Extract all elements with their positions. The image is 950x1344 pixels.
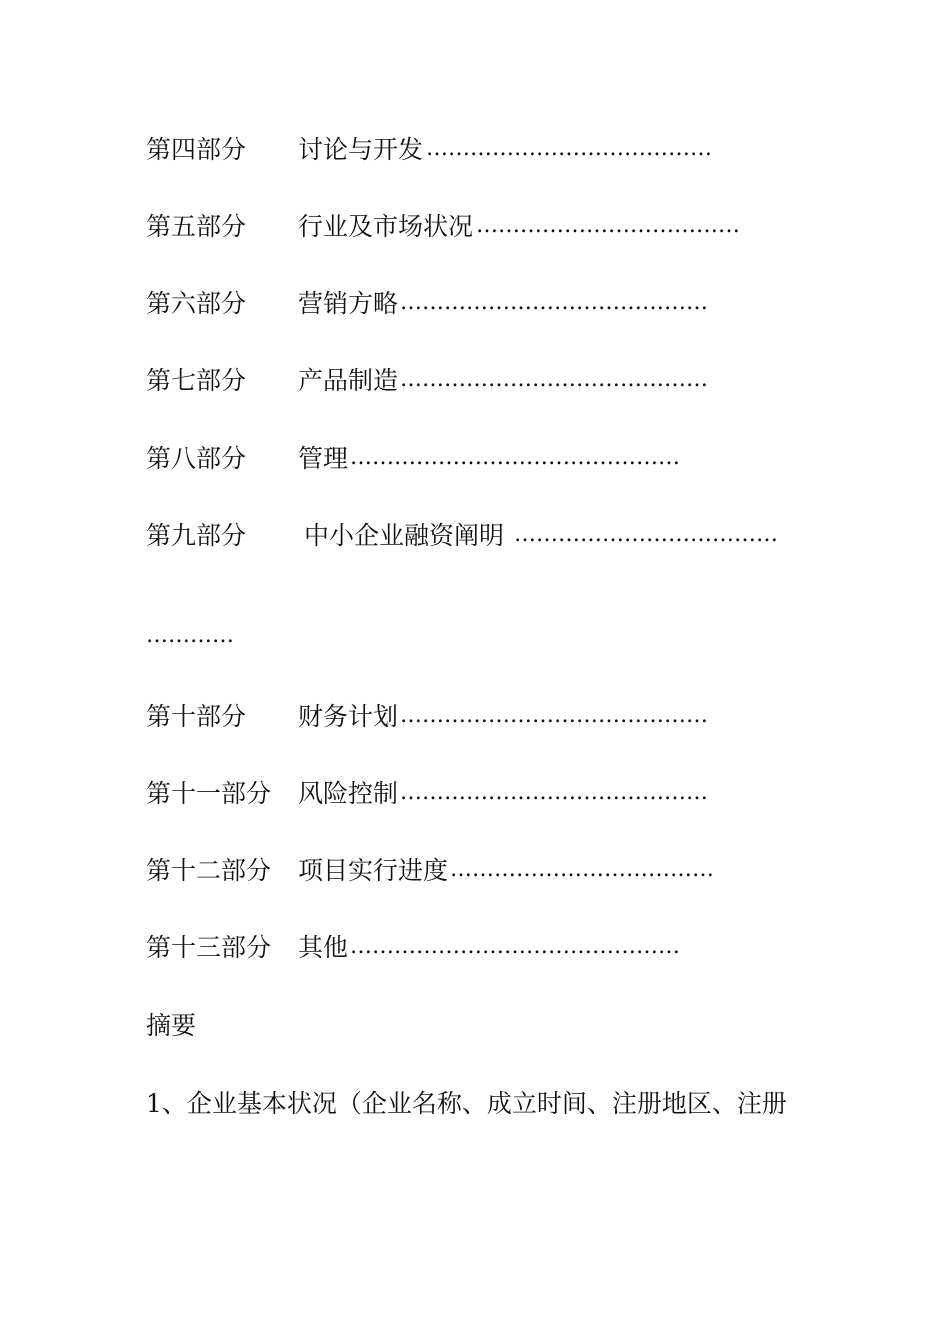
toc-row-part-12 bbox=[146, 854, 826, 888]
toc-row-part-6 bbox=[146, 287, 826, 321]
toc-part-label: 第四部分 bbox=[146, 135, 247, 164]
toc-leader-dots: …………………………………… bbox=[400, 780, 708, 805]
summary-heading: 摘要 bbox=[146, 1011, 197, 1040]
toc-part-label: 第九部分 bbox=[146, 521, 247, 550]
toc-row-part-10 bbox=[146, 700, 826, 734]
toc-row-part-8 bbox=[146, 442, 826, 476]
toc-part-label: 第七部分 bbox=[146, 366, 247, 395]
toc-title: 营销方略 bbox=[298, 289, 399, 318]
toc-part-label: 第八部分 bbox=[146, 444, 247, 473]
toc-row-part-7 bbox=[146, 364, 826, 398]
toc-title: 管理 bbox=[298, 444, 349, 473]
toc-title: 行业及市场状况 bbox=[298, 212, 474, 241]
toc-row-part-5 bbox=[146, 210, 826, 244]
toc-leader-dots: …………………………………… bbox=[400, 367, 708, 392]
toc-title: 讨论与开发 bbox=[298, 135, 424, 164]
toc-row-part-11 bbox=[146, 777, 826, 811]
toc-part-label: 第六部分 bbox=[146, 289, 247, 318]
toc-part-label: 第十三部分 bbox=[146, 933, 272, 962]
toc-leader-dots: ……………………………… bbox=[450, 857, 714, 882]
toc-leader-dots: ……………………………… bbox=[476, 213, 740, 238]
toc-leader-dots: ……………………………… bbox=[514, 522, 778, 547]
toc-row-part-13 bbox=[146, 931, 826, 965]
toc-leader-dots: ……………………………………… bbox=[350, 445, 680, 470]
toc-leader-dots: …………………………………… bbox=[400, 290, 708, 315]
toc-part-label: 第十部分 bbox=[146, 702, 247, 731]
toc-title: 中小企业融资阐明 bbox=[304, 521, 505, 550]
toc-title: 项目实行进度 bbox=[298, 856, 449, 885]
toc-leader-continuation: ………… bbox=[146, 623, 234, 648]
summary-item-1: 1、企业基本状况（企业名称、成立时间、注册地区、注册 bbox=[146, 1089, 787, 1118]
toc-row-part-9 bbox=[146, 519, 826, 553]
toc-part-label: 第十二部分 bbox=[146, 856, 272, 885]
toc-title: 风险控制 bbox=[298, 779, 399, 808]
toc-leader-dots: ……………………………………… bbox=[350, 934, 680, 959]
toc-part-label: 第十一部分 bbox=[146, 779, 272, 808]
toc-row-part-4 bbox=[146, 133, 826, 167]
toc-leader-dots: ………………………………… bbox=[426, 136, 712, 161]
toc-title: 产品制造 bbox=[298, 366, 399, 395]
toc-part-label: 第五部分 bbox=[146, 212, 247, 241]
toc-leader-dots: …………………………………… bbox=[400, 703, 708, 728]
toc-title: 其他 bbox=[298, 933, 349, 962]
toc-title: 财务计划 bbox=[298, 702, 399, 731]
